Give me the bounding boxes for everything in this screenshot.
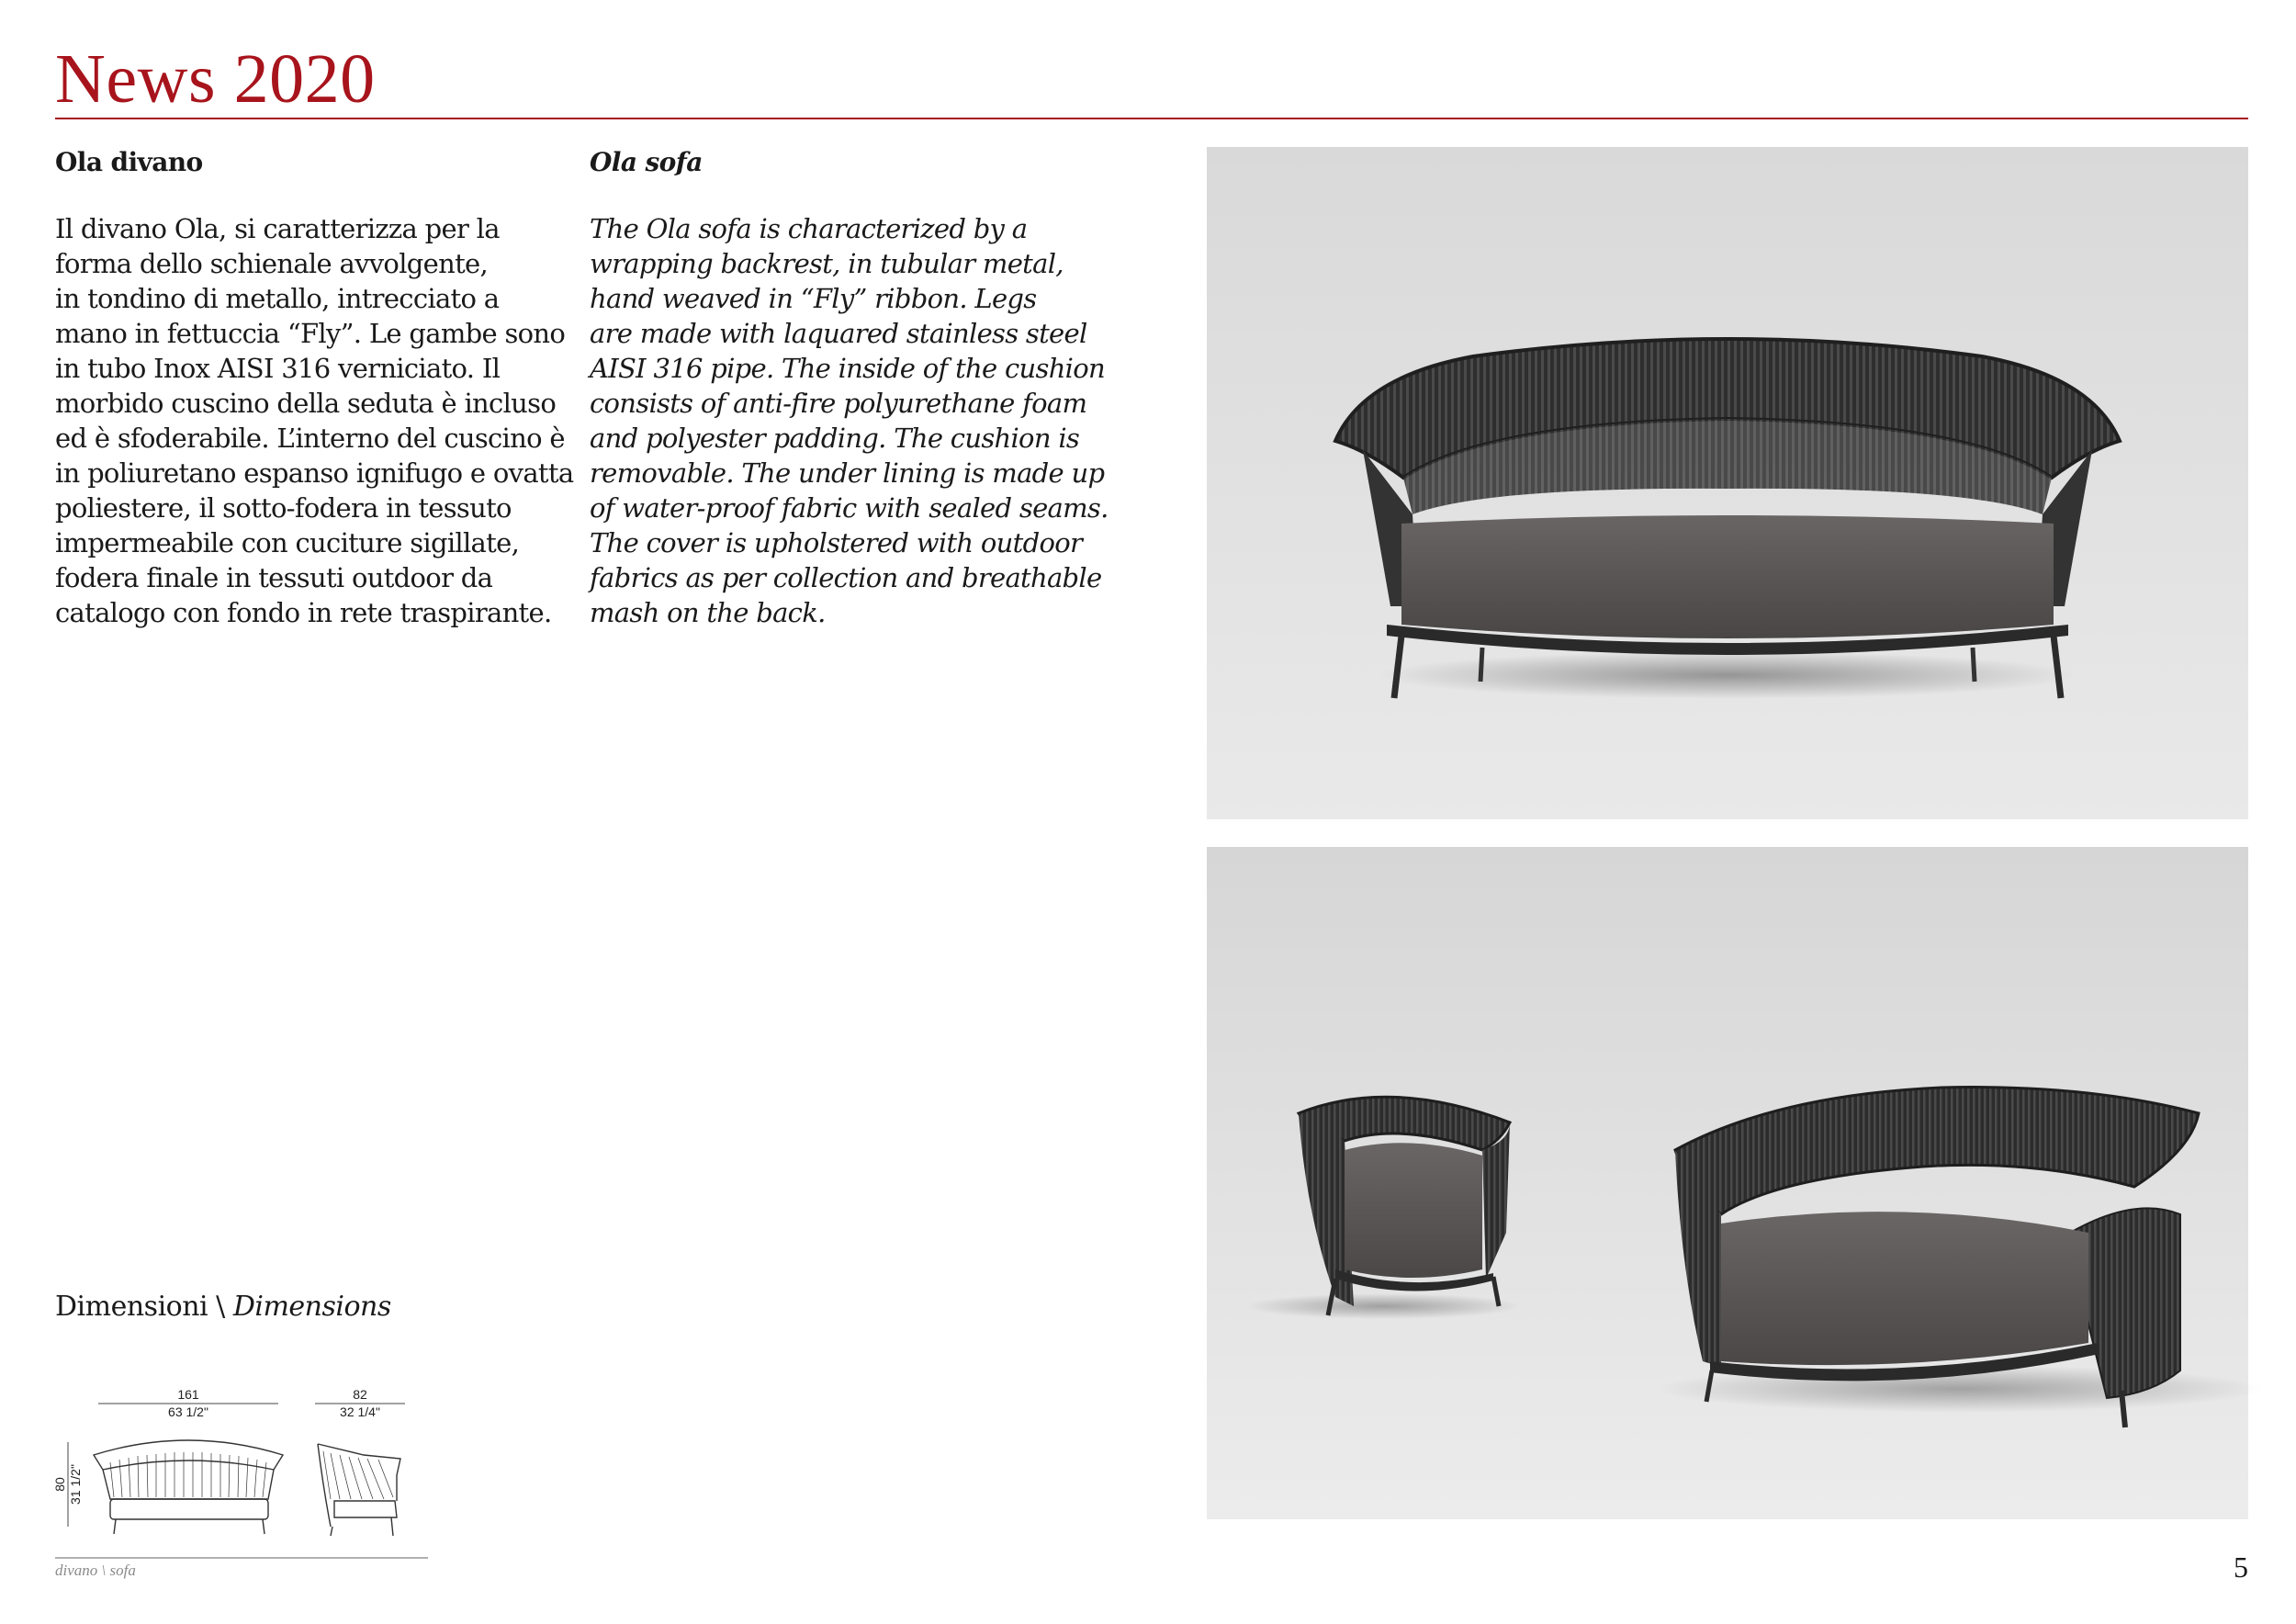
italian-line: forma dello schienale avvolgente,: [55, 247, 489, 279]
italian-line: in poliuretano espanso ignifugo e ovatta: [55, 457, 574, 489]
front-elevation-drawing: [94, 1440, 283, 1534]
english-line: wrapping backrest, in tubular metal,: [590, 247, 1064, 279]
page-number: 5: [2234, 1551, 2248, 1584]
english-line: of water-proof fabric with sealed seams.: [590, 491, 1109, 524]
sofa-front-photo: [1207, 147, 2248, 819]
english-line: are made with laquared stainless steel: [590, 317, 1087, 349]
dimension-drawing: [52, 1380, 441, 1545]
italian-line: mano in fettuccia “Fly”. Le gambe sono: [55, 317, 566, 349]
italian-description: [55, 147, 574, 630]
italian-line: catalogo con fondo in rete traspirante.: [55, 596, 552, 628]
dimensions-title: [55, 1291, 391, 1323]
depth-cm-label: 82: [353, 1387, 367, 1402]
english-description: [590, 147, 1109, 630]
english-line: The Ola sofa is characterized by a: [590, 212, 1028, 244]
english-heading: Ola sofa: [590, 147, 703, 177]
armchair-and-sofa-photo: [1207, 847, 2248, 1519]
width-cm-label: 161: [177, 1387, 199, 1402]
side-elevation-drawing: [318, 1444, 400, 1536]
footer-divider: [55, 1557, 428, 1559]
english-body: [590, 211, 1109, 630]
english-line: AISI 316 pipe. The inside of the cushion: [590, 352, 1105, 384]
dimensions-separator: \: [208, 1291, 233, 1323]
height-in-label: 31 1/2": [68, 1464, 83, 1505]
height-cm-label: 80: [52, 1477, 67, 1492]
dimensions-title-en: Dimensions: [232, 1291, 391, 1323]
italian-line: Il divano Ola, si caratterizza per la: [55, 212, 500, 244]
english-line: fabrics as per collection and breathable: [590, 561, 1102, 593]
english-line: mash on the back.: [590, 596, 826, 628]
width-in-label: 63 1/2": [168, 1404, 208, 1419]
dimensions-title-it: Dimensioni: [55, 1291, 208, 1323]
depth-in-label: 32 1/4": [340, 1404, 380, 1419]
italian-line: in tondino di metallo, intrecciato a: [55, 282, 500, 314]
footer-caption: divano \ sofa: [55, 1562, 136, 1579]
italian-line: poliestere, il sotto-fodera in tessuto: [55, 491, 512, 524]
italian-line: ed è sfoderabile. L’interno del cuscino è: [55, 422, 565, 454]
italian-line: in tubo Inox AISI 316 verniciato. Il: [55, 352, 501, 384]
italian-line: morbido cuscino della seduta è incluso: [55, 387, 557, 419]
english-line: removable. The under lining is made up: [590, 457, 1105, 489]
page-title: News 2020: [55, 40, 376, 118]
italian-body: [55, 211, 574, 630]
english-line: hand weaved in “Fly” ribbon. Legs: [590, 282, 1037, 314]
italian-line: fodera finale in tessuti outdoor da: [55, 561, 493, 593]
italian-line: impermeabile con cuciture sigillate,: [55, 526, 520, 558]
english-line: and polyester padding. The cushion is: [590, 422, 1080, 454]
english-line: The cover is upholstered with outdoor: [590, 526, 1083, 558]
italian-heading: Ola divano: [55, 147, 203, 177]
english-line: consists of anti-fire polyurethane foam: [590, 387, 1087, 419]
title-divider: [55, 118, 2248, 119]
